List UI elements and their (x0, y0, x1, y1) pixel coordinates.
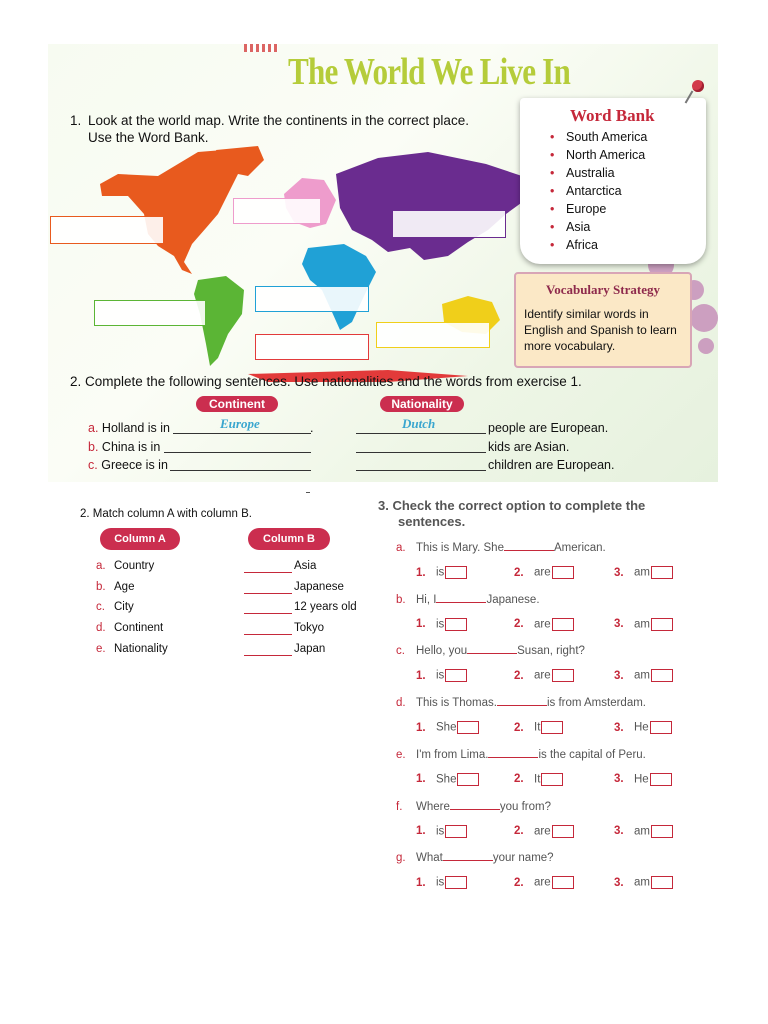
option-checkbox[interactable] (650, 773, 672, 786)
column-b-pill: Column B (248, 528, 330, 550)
match-label: City (114, 601, 134, 613)
option-number: 2. (514, 566, 524, 579)
option-number: 2. (514, 825, 524, 838)
question-blank (504, 540, 554, 551)
match-title: 2. Match column A with column B. (80, 508, 252, 520)
exercise-3-title-line2: sentences. (398, 514, 466, 529)
option-5-2 (514, 773, 563, 786)
nationality-answer-a: Dutch (402, 416, 436, 431)
word-bank-item: • North America (550, 146, 647, 164)
option-label: am (634, 825, 650, 838)
sentence-b (88, 440, 160, 454)
match-letter: e. (96, 643, 106, 655)
question-text-after: is from Amsterdam. (546, 697, 647, 710)
word-bank-item: • Asia (550, 218, 647, 236)
option-number: 2. (514, 618, 524, 631)
question-blank (497, 695, 547, 706)
option-1-1 (416, 566, 467, 579)
sentence-c-tail: children are European. (488, 458, 615, 472)
option-label: is (436, 618, 445, 631)
word-bank-item: • Europe (550, 200, 647, 218)
option-checkbox[interactable] (445, 566, 467, 579)
sentence-b-tail: kids are Asian. (488, 440, 570, 454)
question-1 (396, 540, 606, 554)
question-5 (396, 747, 646, 761)
sentence-text: Holland is in (101, 421, 171, 435)
sentence-a (88, 421, 170, 435)
word-bank-list (550, 128, 647, 254)
question-letter: a. (396, 542, 406, 554)
match-row-a (96, 560, 154, 572)
option-2-3 (614, 618, 673, 631)
question-text-before: Where (416, 800, 450, 813)
question-text-after: your name? (492, 852, 554, 865)
option-checkbox[interactable] (457, 773, 479, 786)
option-label: is (436, 669, 445, 682)
question-7 (396, 850, 554, 864)
option-number: 3. (614, 825, 624, 838)
answer-box-antarctica[interactable] (255, 334, 369, 360)
option-checkbox[interactable] (445, 618, 467, 631)
exercise-3-title (378, 498, 645, 530)
question-letter: c. (396, 645, 405, 658)
page-title: The World We Live In (288, 51, 571, 93)
option-number: 1. (416, 721, 426, 734)
match-letter: c. (96, 601, 105, 613)
option-label: is (436, 825, 445, 838)
option-number: 3. (614, 618, 624, 631)
option-number: 3. (614, 773, 624, 786)
word-bank-item: • Antarctica (550, 182, 647, 200)
option-checkbox[interactable] (552, 566, 574, 579)
option-label: He (634, 773, 649, 786)
option-number: 2. (514, 721, 524, 734)
option-number: 2. (514, 773, 524, 786)
continent-line-b[interactable] (164, 438, 311, 453)
word-bank-title: Word Bank (570, 106, 655, 125)
option-label: He (634, 721, 649, 734)
option-label: are (534, 618, 551, 631)
sentence-text: Greece is in (101, 458, 168, 472)
option-checkbox[interactable] (541, 721, 563, 734)
column-a-pill: Column A (100, 528, 180, 550)
option-label: am (634, 618, 650, 631)
word-bank-item: • South America (550, 128, 647, 146)
option-6-2 (514, 825, 574, 838)
option-label: are (534, 566, 551, 579)
option-label: She (436, 773, 457, 786)
match-row-d (96, 622, 163, 634)
option-label: are (534, 669, 551, 682)
sentence-text: China is in (101, 440, 161, 454)
option-number: 3. (614, 721, 624, 734)
question-letter: f. (396, 800, 403, 813)
question-text-before: This is Mary. She (416, 542, 504, 554)
option-2-1 (416, 618, 467, 631)
divider-mark (306, 492, 310, 493)
question-text-before: Hello, you (416, 645, 468, 658)
answer-box-europe[interactable] (233, 198, 321, 224)
question-blank (488, 747, 538, 758)
option-number: 3. (614, 876, 624, 889)
option-number: 2. (514, 876, 524, 889)
option-number: 1. (416, 566, 426, 579)
option-6-1 (416, 825, 467, 838)
option-number: 1. (416, 876, 426, 889)
asia-shape (336, 152, 534, 260)
option-number: 2. (514, 669, 524, 682)
question-blank (450, 799, 500, 810)
continent-line-c[interactable] (170, 456, 311, 471)
option-number: 1. (416, 618, 426, 631)
word-bank-item: • Australia (550, 164, 647, 182)
question-2 (396, 592, 540, 606)
option-4-2 (514, 721, 563, 734)
continent-answer-a: Europe (220, 416, 260, 431)
option-number: 3. (614, 669, 624, 682)
option-1-2 (514, 566, 574, 579)
question-letter: b. (396, 593, 406, 606)
option-label: am (634, 566, 650, 579)
sentence-letter: a. (88, 421, 99, 435)
match-answer-line[interactable] (244, 643, 292, 656)
question-blank (443, 850, 493, 861)
option-checkbox[interactable] (651, 618, 673, 631)
option-checkbox[interactable] (650, 721, 672, 734)
option-checkbox[interactable] (651, 566, 673, 579)
option-number: 3. (614, 566, 624, 579)
question-letter: e. (396, 748, 406, 761)
option-4-1 (416, 721, 479, 734)
option-checkbox[interactable] (651, 669, 673, 682)
match-answer-line[interactable] (244, 601, 292, 614)
option-label: is (436, 566, 445, 579)
option-number: 1. (416, 825, 426, 838)
match-answer-line[interactable] (244, 581, 292, 594)
continent-pill: Continent (196, 396, 278, 412)
option-5-1 (416, 773, 479, 786)
nationality-line-b[interactable] (356, 438, 486, 453)
decor-dot (698, 338, 714, 354)
option-checkbox[interactable] (445, 825, 467, 838)
option-3-3 (614, 669, 673, 682)
exercise-1-instructions (70, 112, 469, 146)
flag-decoration (244, 44, 278, 52)
word-bank-item: • Africa (550, 236, 647, 254)
match-label: Country (114, 560, 155, 572)
option-number: 1. (416, 669, 426, 682)
answer-box-south-america[interactable] (94, 300, 206, 326)
exercise-page-top (48, 44, 718, 482)
match-row-e (96, 643, 168, 655)
nationality-pill: Nationality (380, 396, 464, 412)
answer-box-north-america[interactable] (50, 216, 164, 244)
option-3-1 (416, 669, 467, 682)
option-7-2 (514, 876, 574, 889)
answer-box-asia[interactable] (392, 210, 506, 238)
question-blank (467, 643, 517, 654)
sentence-letter: c. (88, 458, 98, 472)
option-checkbox[interactable] (552, 618, 574, 631)
question-letter: g. (396, 852, 406, 865)
exercise-1-number: 1. (70, 113, 82, 128)
option-label: are (534, 876, 551, 889)
exercise-3-title-line1: 3. Check the correct option to complete the (378, 498, 646, 513)
question-blank (436, 592, 486, 603)
question-text-after: you from? (499, 800, 552, 813)
question-3 (396, 643, 585, 657)
answer-box-africa[interactable] (255, 286, 369, 312)
match-label: Continent (114, 622, 164, 634)
option-checkbox[interactable] (552, 876, 574, 889)
match-answer-line[interactable] (244, 622, 292, 635)
match-letter: a. (96, 560, 106, 572)
option-checkbox[interactable] (445, 876, 467, 889)
option-3-2 (514, 669, 574, 682)
option-7-3 (614, 876, 673, 889)
match-label: Nationality (114, 643, 168, 655)
option-7-1 (416, 876, 467, 889)
option-checkbox[interactable] (541, 773, 563, 786)
option-6-3 (614, 825, 673, 838)
question-text-before: I'm from Lima. (416, 748, 489, 761)
option-checkbox[interactable] (445, 669, 467, 682)
option-label: am (634, 876, 650, 889)
question-text-before: Hi, I (416, 593, 437, 606)
sentence-a-tail: people are European. (488, 421, 609, 435)
exercise-1-line2: Use the Word Bank. (88, 130, 209, 145)
match-letter: b. (96, 581, 106, 593)
option-label: She (436, 721, 457, 734)
exercise-2-title: 2. Complete the following sentences. Use nationalities and the words from exercise 1. (70, 374, 582, 389)
match-option: Japan (294, 643, 326, 655)
nationality-line-c[interactable] (356, 456, 486, 471)
pushpin-icon (692, 80, 704, 92)
option-2-2 (514, 618, 574, 631)
question-text-after: Japanese. (486, 593, 540, 606)
question-text-after: is the capital of Peru. (538, 748, 646, 761)
question-text-before: This is Thomas. (416, 697, 497, 710)
match-option: Asia (294, 560, 317, 572)
question-letter: d. (396, 697, 406, 710)
option-5-3 (614, 773, 672, 786)
vocabulary-strategy-text: Identify similar words in English and Spanish to learn more vocabulary. (524, 307, 677, 353)
question-4 (396, 695, 646, 709)
match-row-b (96, 581, 134, 593)
option-checkbox[interactable] (651, 825, 673, 838)
option-checkbox[interactable] (457, 721, 479, 734)
option-checkbox[interactable] (552, 825, 574, 838)
option-label: It (534, 773, 541, 786)
option-checkbox[interactable] (651, 876, 673, 889)
decor-dot (690, 304, 718, 332)
match-option: 12 years old (294, 601, 357, 613)
sentence-c (88, 458, 168, 472)
exercise-1-line1: Look at the world map. Write the continents in the correct place. (88, 113, 469, 128)
question-6 (396, 799, 551, 813)
option-label: are (534, 825, 551, 838)
option-label: It (534, 721, 541, 734)
sentence-a-period: . (310, 421, 314, 435)
question-text-after: Susan, right? (517, 645, 585, 658)
word-bank-card (520, 98, 706, 264)
vocabulary-strategy-title: Vocabulary Strategy (546, 282, 660, 297)
option-label: is (436, 876, 445, 889)
match-label: Age (114, 581, 135, 593)
match-option: Japanese (294, 581, 344, 593)
question-text-after: American. (553, 542, 606, 554)
question-text-before: What (416, 852, 443, 865)
answer-box-australia[interactable] (376, 322, 490, 348)
option-label: am (634, 669, 650, 682)
match-letter: d. (96, 622, 106, 634)
option-number: 1. (416, 773, 426, 786)
match-answer-line[interactable] (244, 560, 292, 573)
match-option: Tokyo (294, 622, 325, 634)
option-1-3 (614, 566, 673, 579)
option-4-3 (614, 721, 672, 734)
option-checkbox[interactable] (552, 669, 574, 682)
vocabulary-strategy-box (514, 272, 692, 368)
match-row-c (96, 601, 134, 613)
sentence-letter: b. (88, 440, 99, 454)
